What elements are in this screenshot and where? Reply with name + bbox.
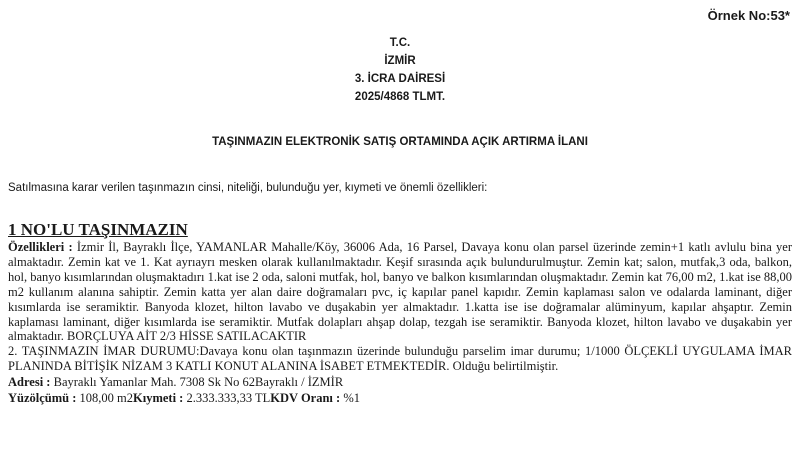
area-label: Yüzölçümü : bbox=[8, 391, 77, 406]
header-office: 3. İCRA DAİRESİ bbox=[354, 73, 446, 85]
header-country: T.C. bbox=[389, 37, 411, 49]
value-amount: 2.333.333,33 TL bbox=[186, 391, 271, 406]
header-city: İZMİR bbox=[384, 55, 416, 67]
address-value: Bayraklı Yamanlar Mah. 7308 Sk No 62Bayraklı / İZMİR bbox=[53, 375, 344, 390]
vat-label: KDV Oranı : bbox=[270, 391, 341, 406]
property-title: 1 NO'LU TAŞINMAZIN bbox=[8, 220, 188, 239]
address-label: Adresi : bbox=[8, 375, 51, 390]
features-label: Özellikleri : bbox=[8, 240, 73, 254]
area-value-line bbox=[8, 390, 792, 406]
features-paragraph bbox=[8, 240, 792, 344]
address-line bbox=[8, 374, 792, 390]
area-value: 108,00 m2 bbox=[79, 391, 134, 406]
zoning-paragraph bbox=[8, 344, 792, 374]
vat-value: %1 bbox=[343, 391, 360, 406]
zoning-text: 2. TAŞINMAZIN İMAR DURUMU:Davaya konu olan taşınmazın üzerinde bulunduğu parselim imar durumu; 1/1000 ÖLÇEKLİ UYGULAMA İMAR PLANINDA BİTİŞİK NİZAM 3 KATLI KONUT ALANINA İSABET ETMEKTEDİR. Olduğu belirtilmiştir. bbox=[8, 344, 792, 374]
header-file-number: 2025/4868 TLMT. bbox=[354, 91, 446, 103]
property-section bbox=[8, 219, 792, 406]
document-header bbox=[0, 34, 800, 106]
sample-number: Örnek No:53* bbox=[707, 8, 790, 23]
intro-text: Satılmasına karar verilen taşınmazın cinsi, niteliği, bulunduğu yer, kıymeti ve önemli özellikleri: bbox=[8, 182, 488, 194]
features-text: İzmir İl, Bayraklı İlçe, YAMANLAR Mahalle/Köy, 36006 Ada, 16 Parsel, Davaya konu olan parsel üzerinde zemin+1 katlı avlulu bina yer almaktadır. Zemin kat ve 1. Kat ayrıayrı mesken olarak kullanılmaktadır. Keşif sırasında açık bulundurulmuştur. Zemin kat; salon, mutfak,3 oda, balkon, hol, banyo kısımlarından oluşmaktadırı 1.kat ise 2 oda, saloni mutfak, hol, banyo ve balkon kısımlarından oluşmaktadır. Zemin kat 76,00 m2, 1.kat ise 88,00 m2 kullanım alanına sahiptir. Zemin katta yer alan daire doğramaları pvc, iç kapılar panel kapıdır. Zemin kaplaması salon ve odalarda laminant, diğer kısımlarda ise seramiktir. Banyoda klozet, hilton lavabo ve duşakabin yer almaktadır. 1.katta ise ise doğramalar alüminyum, kapılar ahşaptır. Zemin kaplaması laminant, diğer kısımlarda ise seramiktir. Mutfak dolapları ahşap dolap, tezgah ise seramiktir. Banyoda klozet, hilton lavabo ve duşakabin yer almaktadır. BORÇLUYA AİT 2/3 HİSSE SATILACAKTIR bbox=[8, 240, 793, 344]
value-label: Kıymeti : bbox=[133, 391, 184, 406]
notice-title: TAŞINMAZIN ELEKTRONİK SATIŞ ORTAMINDA AÇIK ARTIRMA İLANI bbox=[212, 136, 588, 148]
